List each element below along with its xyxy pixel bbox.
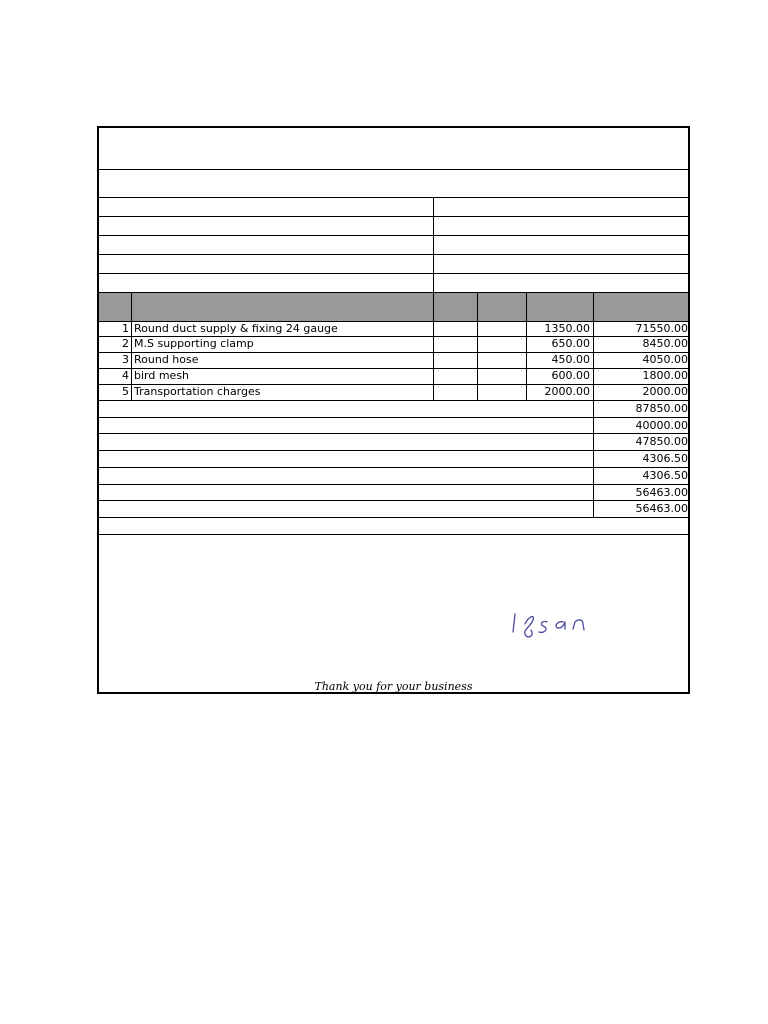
item-description: Round hose	[134, 353, 199, 366]
item-number: 2	[122, 337, 129, 350]
rule	[99, 517, 688, 518]
item-amount: 71550.00	[635, 322, 688, 335]
signature	[509, 606, 624, 642]
invoice-sheet	[97, 126, 690, 694]
rule	[131, 292, 132, 400]
rule	[99, 169, 688, 170]
thank-you-note: Thank you for your business	[314, 680, 473, 693]
total-value: 40000.00	[635, 419, 688, 432]
rule	[99, 273, 688, 274]
item-number: 3	[122, 353, 129, 366]
item-rate: 1350.00	[544, 322, 590, 335]
item-description: bird mesh	[134, 369, 190, 382]
total-value: 87850.00	[635, 402, 688, 415]
item-description: M.S supporting clamp	[134, 337, 254, 350]
grand-total-value: 56463.00	[635, 502, 688, 515]
item-rate: 2000.00	[544, 385, 590, 398]
rule	[477, 292, 478, 400]
item-amount: 4050.00	[642, 353, 688, 366]
rule	[99, 216, 688, 217]
rule	[433, 197, 434, 292]
rule	[99, 292, 688, 293]
rule	[99, 235, 688, 236]
item-rate: 450.00	[551, 353, 590, 366]
item-amount: 1800.00	[642, 369, 688, 382]
item-amount: 2000.00	[642, 385, 688, 398]
item-amount: 8450.00	[642, 337, 688, 350]
item-rate: 600.00	[551, 369, 590, 382]
item-description: Round duct supply & fixing 24 gauge	[134, 322, 338, 335]
item-number: 4	[122, 369, 129, 382]
rule	[433, 292, 434, 400]
rule	[99, 534, 688, 535]
item-number: 5	[122, 385, 129, 398]
rule	[99, 254, 688, 255]
item-rate: 650.00	[551, 337, 590, 350]
rule	[99, 197, 688, 198]
item-number: 1	[122, 322, 129, 335]
total-value: 56463.00	[635, 486, 688, 499]
column-header-band	[99, 292, 688, 321]
total-value: 4306.50	[642, 452, 688, 465]
total-value: 4306.50	[642, 469, 688, 482]
total-value: 47850.00	[635, 435, 688, 448]
item-description: Transportation charges	[134, 385, 261, 398]
